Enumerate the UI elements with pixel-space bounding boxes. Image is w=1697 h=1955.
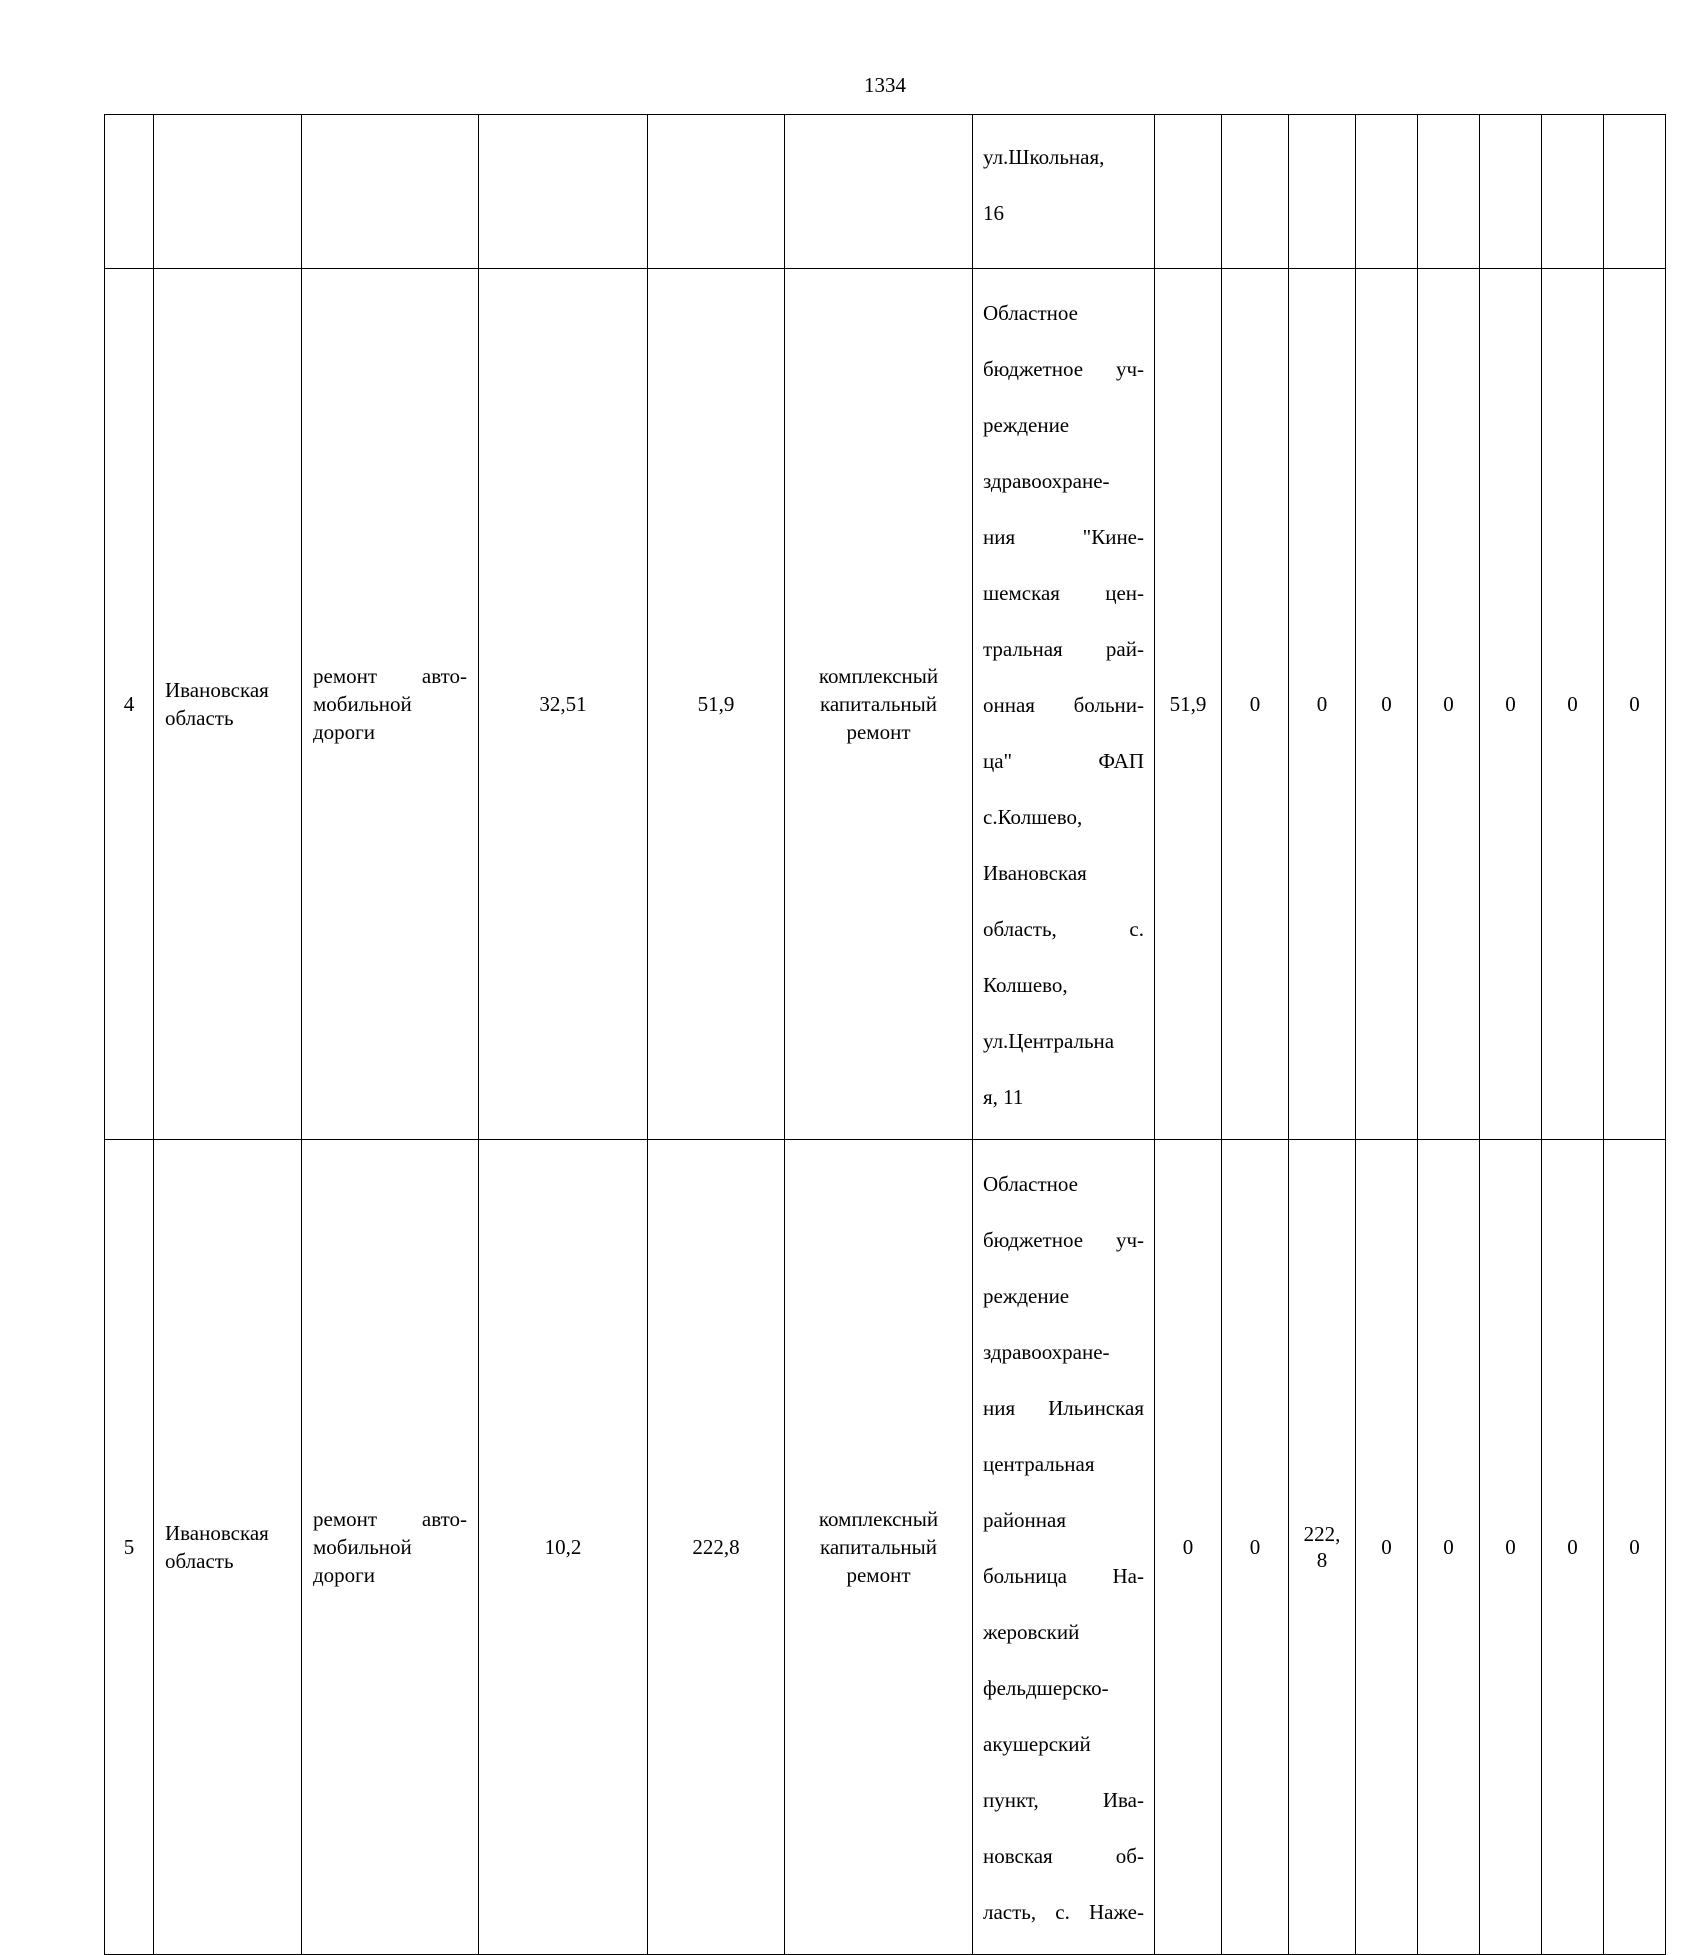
object-line: здравоохране- — [983, 469, 1110, 493]
amount-cell — [1604, 115, 1666, 269]
amount-cell: 0 — [1418, 1140, 1480, 1955]
object-line: больница На- — [983, 1564, 1144, 1588]
work-line: мобильной — [313, 1535, 412, 1559]
amount-cell — [1222, 115, 1289, 269]
region-line: Ивановская — [165, 1521, 269, 1545]
amount-cell — [1418, 115, 1480, 269]
object-line: бюджетное уч- — [983, 1228, 1144, 1252]
repair-type-line: ремонт — [846, 1563, 911, 1587]
amount-cell: 0 — [1418, 269, 1480, 1140]
amount-cell — [1356, 115, 1418, 269]
amount-cell — [1289, 115, 1356, 269]
object-line: районная — [983, 1508, 1067, 1532]
object-line: 16 — [983, 201, 1004, 225]
object-line: область, с. — [983, 917, 1144, 941]
object-line: жеровский — [983, 1620, 1080, 1644]
object-cell — [973, 1140, 1155, 1955]
amount-cell: 0 — [1356, 269, 1418, 1140]
repair-type-line: комплексный — [818, 1507, 939, 1531]
amount-cell: 0 — [1289, 269, 1356, 1140]
table-row — [105, 269, 1666, 1140]
region-cell — [154, 1140, 302, 1955]
object-line: онная больни- — [983, 693, 1144, 717]
object-line: ца" ФАП — [983, 749, 1144, 773]
repair-type-cell — [785, 269, 973, 1140]
cost-cell — [648, 115, 785, 269]
object-line: ул.Центральна — [983, 1029, 1115, 1053]
object-line: центральная — [983, 1452, 1095, 1476]
object-line: ласть, с. Наже- — [983, 1900, 1144, 1924]
object-line: новская об- — [983, 1844, 1144, 1868]
repair-type-line: капитальный — [820, 692, 937, 716]
cost-cell: 51,9 — [648, 269, 785, 1140]
object-line: тральная рай- — [983, 637, 1144, 661]
work-line: дороги — [313, 720, 376, 744]
object-line: бюджетное уч- — [983, 357, 1144, 381]
length-cell — [479, 115, 648, 269]
object-line: ул.Школьная, — [983, 145, 1105, 169]
object-cell — [973, 115, 1155, 269]
amount-cell: 0 — [1480, 1140, 1542, 1955]
object-line: Колшево, — [983, 973, 1068, 997]
object-line: фельдшерско- — [983, 1676, 1109, 1700]
row-number-cell: 5 — [105, 1140, 154, 1955]
amount-cell: 0 — [1356, 1140, 1418, 1955]
repair-type-cell — [785, 115, 973, 269]
length-cell: 10,2 — [479, 1140, 648, 1955]
amount-cell: 0 — [1542, 1140, 1604, 1955]
work-cell — [302, 115, 479, 269]
region-cell — [154, 115, 302, 269]
object-line: реждение — [983, 413, 1070, 437]
object-line: Областное — [983, 301, 1078, 325]
work-line: ремонт авто- — [313, 664, 467, 688]
page-number: 1334 — [864, 73, 906, 97]
amount-cell — [1155, 115, 1222, 269]
object-line: Областное — [983, 1172, 1078, 1196]
table-row — [105, 1140, 1666, 1955]
amount-cell — [1542, 115, 1604, 269]
amount-cell: 0 — [1542, 269, 1604, 1140]
amount-cell: 0 — [1222, 269, 1289, 1140]
repair-type-cell — [785, 1140, 973, 1955]
object-line: акушерский — [983, 1732, 1091, 1756]
work-cell — [302, 1140, 479, 1955]
table-row — [105, 115, 1666, 269]
cost-cell: 222,8 — [648, 1140, 785, 1955]
work-line: дороги — [313, 1563, 376, 1587]
row-number-cell — [105, 115, 154, 269]
object-line: здравоохране- — [983, 1340, 1110, 1364]
repair-type-line: комплексный — [818, 664, 939, 688]
object-line: пункт, Ива- — [983, 1788, 1144, 1812]
length-cell: 32,51 — [479, 269, 648, 1140]
repair-type-line: ремонт — [846, 720, 911, 744]
region-line: область — [165, 1549, 234, 1573]
amount-cell — [1480, 115, 1542, 269]
work-line: мобильной — [313, 692, 412, 716]
object-line: Ивановская — [983, 861, 1087, 885]
row-number-cell: 4 — [105, 269, 154, 1140]
amount-cell: 0 — [1155, 1140, 1222, 1955]
region-line: область — [165, 706, 234, 730]
object-line: реждение — [983, 1284, 1070, 1308]
object-line: ния "Кине- — [983, 525, 1144, 549]
amount-cell: 0 — [1480, 269, 1542, 1140]
repair-type-line: капитальный — [820, 1535, 937, 1559]
amount-cell: 51,9 — [1155, 269, 1222, 1140]
work-line: ремонт авто- — [313, 1507, 467, 1531]
amount-cell: 0 — [1604, 269, 1666, 1140]
object-line: с.Колшево, — [983, 805, 1083, 829]
object-line: ния Ильинская — [983, 1396, 1144, 1420]
object-line: шемская цен- — [983, 581, 1144, 605]
region-line: Ивановская — [165, 678, 269, 702]
amount-cell: 0 — [1222, 1140, 1289, 1955]
object-line: я, 11 — [983, 1085, 1024, 1109]
object-cell — [973, 269, 1155, 1140]
amount-cell: 0 — [1604, 1140, 1666, 1955]
work-cell — [302, 269, 479, 1140]
amount-cell: 222, 8 — [1289, 1140, 1356, 1955]
works-table — [104, 114, 1666, 1955]
region-cell — [154, 269, 302, 1140]
